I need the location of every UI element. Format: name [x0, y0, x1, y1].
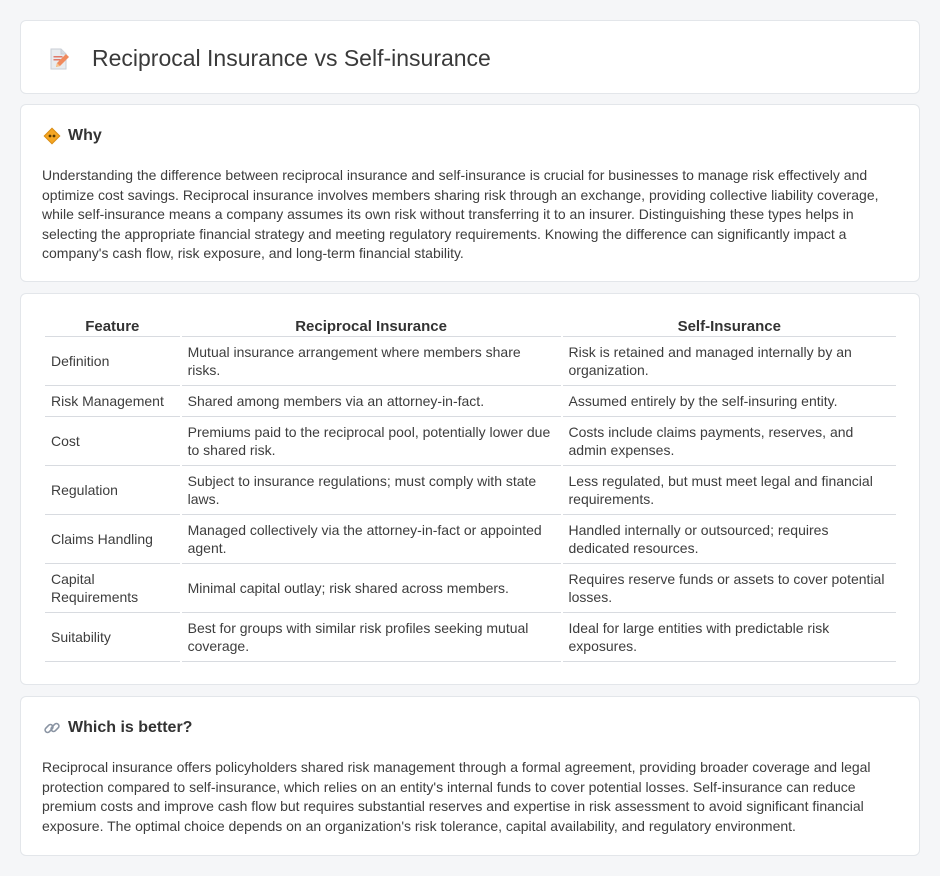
table-header-row — [45, 317, 896, 337]
self-insurance-cell: Costs include claims payments, reserves, and admin expenses. — [563, 417, 896, 466]
feature-cell: Capital Requirements — [45, 564, 180, 613]
reciprocal-cell: Shared among members via an attorney-in-fact. — [182, 386, 561, 417]
better-text: Reciprocal insurance offers policyholders shared risk management through a formal agreement, providing broader coverage and legal protection compared to self-insurance, which relies on an entity's internal funds to cover potential losses. Self-insurance can reduce premium costs and improve cash flow but requires substantial reserves and expertise in risk assessment to avoid significant financial exposure. The optimal choice depends on an organization's risk tolerance, capital availability, and regulatory environment. — [42, 759, 871, 834]
document-pencil-icon — [47, 47, 71, 71]
reciprocal-cell: Minimal capital outlay; risk shared across members. — [182, 564, 561, 613]
why-text: Understanding the difference between reciprocal insurance and self-insurance is crucial for businesses to manage risk effectively and optimize cost savings. Reciprocal insurance involves members sharing risk through an exchange, providing collective liability coverage, while self-insurance means a company assumes its own risk without transferring it to an insurer. Distinguishing these types helps in selecting the appropriate financial strategy and meeting regulatory requirements. Knowing the difference can significantly impact a company's cash flow, risk exposure, and long-term financial stability. — [42, 167, 879, 262]
table-row — [45, 337, 896, 386]
feature-cell: Cost — [45, 417, 180, 466]
self-insurance-cell: Less regulated, but must meet legal and financial requirements. — [563, 466, 896, 515]
feature-cell: Definition — [45, 337, 180, 386]
comparison-section — [20, 293, 920, 685]
table-row — [45, 386, 896, 417]
why-title: Why — [68, 127, 102, 144]
better-title: Which is better? — [68, 719, 193, 736]
header-feature: Feature — [45, 317, 180, 337]
reciprocal-cell: Mutual insurance arrangement where members share risks. — [182, 337, 561, 386]
better-heading — [43, 719, 192, 737]
feature-cell: Suitability — [45, 613, 180, 662]
self-insurance-cell: Assumed entirely by the self-insuring entity. — [563, 386, 896, 417]
title-row — [47, 45, 491, 72]
table-row — [45, 613, 896, 662]
why-heading — [43, 127, 102, 145]
link-icon — [43, 719, 61, 737]
diamond-sign-icon — [43, 127, 61, 145]
feature-cell: Risk Management — [45, 386, 180, 417]
table-row — [45, 417, 896, 466]
why-section — [20, 104, 920, 282]
reciprocal-cell: Best for groups with similar risk profiles seeking mutual coverage. — [182, 613, 561, 662]
header-card — [20, 20, 920, 94]
header-reciprocal: Reciprocal Insurance — [182, 317, 561, 337]
feature-cell: Regulation — [45, 466, 180, 515]
header-self-insurance: Self-Insurance — [563, 317, 896, 337]
table-row — [45, 564, 896, 613]
feature-cell: Claims Handling — [45, 515, 180, 564]
self-insurance-cell: Handled internally or outsourced; requires dedicated resources. — [563, 515, 896, 564]
reciprocal-cell: Subject to insurance regulations; must comply with state laws. — [182, 466, 561, 515]
self-insurance-cell: Requires reserve funds or assets to cover potential losses. — [563, 564, 896, 613]
table-row — [45, 515, 896, 564]
page-title: Reciprocal Insurance vs Self-insurance — [92, 45, 491, 71]
which-better-section — [20, 696, 920, 856]
reciprocal-cell: Premiums paid to the reciprocal pool, potentially lower due to shared risk. — [182, 417, 561, 466]
reciprocal-cell: Managed collectively via the attorney-in-fact or appointed agent. — [182, 515, 561, 564]
table-row — [45, 466, 896, 515]
self-insurance-cell: Ideal for large entities with predictable risk exposures. — [563, 613, 896, 662]
self-insurance-cell: Risk is retained and managed internally by an organization. — [563, 337, 896, 386]
comparison-table — [43, 317, 898, 662]
